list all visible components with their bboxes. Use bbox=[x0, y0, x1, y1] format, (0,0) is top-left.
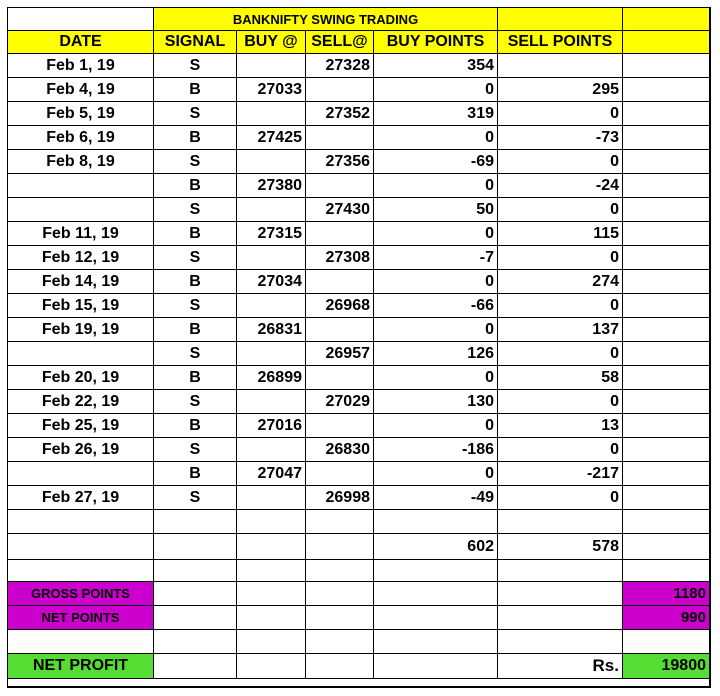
header-buy[interactable]: BUY @ bbox=[237, 31, 306, 54]
empty-cell[interactable] bbox=[306, 630, 374, 654]
signal-cell[interactable]: S bbox=[154, 390, 237, 414]
signal-cell[interactable]: B bbox=[154, 270, 237, 294]
sell-points-cell[interactable]: 0 bbox=[498, 246, 623, 270]
signal-cell[interactable]: B bbox=[154, 318, 237, 342]
empty-cell[interactable] bbox=[237, 560, 306, 582]
total-sell-points[interactable]: 578 bbox=[498, 534, 623, 560]
buy-price-cell[interactable] bbox=[237, 342, 306, 366]
sell-price-cell[interactable] bbox=[306, 366, 374, 390]
signal-cell[interactable]: B bbox=[154, 222, 237, 246]
net-points-value[interactable]: 990 bbox=[623, 606, 710, 630]
empty-cell[interactable] bbox=[154, 510, 237, 534]
empty-cell[interactable] bbox=[623, 462, 710, 486]
signal-cell[interactable]: B bbox=[154, 462, 237, 486]
sell-points-cell[interactable]: 0 bbox=[498, 390, 623, 414]
buy-price-cell[interactable]: 27034 bbox=[237, 270, 306, 294]
header-sell-points[interactable]: SELL POINTS bbox=[498, 31, 623, 54]
sell-points-cell[interactable]: 13 bbox=[498, 414, 623, 438]
sell-points-cell[interactable]: 58 bbox=[498, 366, 623, 390]
empty-cell[interactable] bbox=[623, 486, 710, 510]
buy-points-cell[interactable]: 0 bbox=[374, 222, 498, 246]
sell-price-cell[interactable] bbox=[306, 318, 374, 342]
buy-price-cell[interactable]: 27425 bbox=[237, 126, 306, 150]
currency-label[interactable]: Rs. bbox=[498, 654, 623, 679]
empty-cell[interactable] bbox=[306, 560, 374, 582]
sell-price-cell[interactable] bbox=[306, 78, 374, 102]
empty-cell[interactable] bbox=[498, 560, 623, 582]
date-cell[interactable]: Feb 14, 19 bbox=[8, 270, 154, 294]
buy-price-cell[interactable] bbox=[237, 102, 306, 126]
buy-price-cell[interactable] bbox=[237, 54, 306, 78]
sell-price-cell[interactable]: 27356 bbox=[306, 150, 374, 174]
empty-cell[interactable] bbox=[623, 342, 710, 366]
empty-cell[interactable] bbox=[623, 318, 710, 342]
date-cell[interactable]: Feb 22, 19 bbox=[8, 390, 154, 414]
sell-points-cell[interactable]: 295 bbox=[498, 78, 623, 102]
sell-points-cell[interactable]: 115 bbox=[498, 222, 623, 246]
spreadsheet-table bbox=[7, 7, 711, 688]
empty-cell[interactable] bbox=[237, 510, 306, 534]
empty-cell[interactable] bbox=[374, 654, 498, 679]
empty-cell[interactable] bbox=[154, 534, 237, 560]
date-cell[interactable]: Feb 27, 19 bbox=[8, 486, 154, 510]
date-cell[interactable]: Feb 20, 19 bbox=[8, 366, 154, 390]
date-cell[interactable] bbox=[8, 198, 154, 222]
empty-cell[interactable] bbox=[623, 222, 710, 246]
date-cell[interactable]: Feb 26, 19 bbox=[8, 438, 154, 462]
sell-price-cell[interactable]: 26968 bbox=[306, 294, 374, 318]
sell-price-cell[interactable] bbox=[306, 414, 374, 438]
empty-cell[interactable] bbox=[498, 582, 623, 606]
empty-cell[interactable] bbox=[237, 606, 306, 630]
buy-price-cell[interactable] bbox=[237, 294, 306, 318]
header-sell[interactable]: SELL@ bbox=[306, 31, 374, 54]
empty-cell[interactable] bbox=[8, 630, 154, 654]
empty-cell[interactable] bbox=[623, 126, 710, 150]
empty-cell[interactable] bbox=[623, 102, 710, 126]
date-cell[interactable]: Feb 19, 19 bbox=[8, 318, 154, 342]
date-cell[interactable]: Feb 5, 19 bbox=[8, 102, 154, 126]
empty-cell[interactable] bbox=[8, 560, 154, 582]
signal-cell[interactable]: S bbox=[154, 102, 237, 126]
buy-price-cell[interactable] bbox=[237, 246, 306, 270]
buy-price-cell[interactable]: 27047 bbox=[237, 462, 306, 486]
buy-points-cell[interactable]: 0 bbox=[374, 366, 498, 390]
date-cell[interactable]: Feb 12, 19 bbox=[8, 246, 154, 270]
empty-cell[interactable] bbox=[237, 654, 306, 679]
gross-points-value[interactable]: 1180 bbox=[623, 582, 710, 606]
buy-price-cell[interactable]: 26831 bbox=[237, 318, 306, 342]
header-date[interactable]: DATE bbox=[8, 31, 154, 54]
buy-points-cell[interactable]: 0 bbox=[374, 414, 498, 438]
signal-cell[interactable]: B bbox=[154, 174, 237, 198]
buy-price-cell[interactable] bbox=[237, 198, 306, 222]
empty-cell[interactable] bbox=[374, 560, 498, 582]
empty-cell[interactable] bbox=[154, 654, 237, 679]
empty-cell[interactable] bbox=[8, 534, 154, 560]
sell-price-cell[interactable]: 27430 bbox=[306, 198, 374, 222]
empty-cell[interactable] bbox=[623, 270, 710, 294]
buy-points-cell[interactable]: 354 bbox=[374, 54, 498, 78]
buy-points-cell[interactable]: -66 bbox=[374, 294, 498, 318]
buy-price-cell[interactable]: 27016 bbox=[237, 414, 306, 438]
sell-price-cell[interactable] bbox=[306, 270, 374, 294]
date-cell[interactable]: Feb 8, 19 bbox=[8, 150, 154, 174]
signal-cell[interactable]: S bbox=[154, 294, 237, 318]
empty-cell[interactable] bbox=[306, 534, 374, 560]
empty-cell[interactable] bbox=[154, 606, 237, 630]
date-cell[interactable]: Feb 6, 19 bbox=[8, 126, 154, 150]
sell-price-cell[interactable]: 26998 bbox=[306, 486, 374, 510]
sell-price-cell[interactable]: 27029 bbox=[306, 390, 374, 414]
buy-price-cell[interactable] bbox=[237, 150, 306, 174]
sell-points-cell[interactable]: 0 bbox=[498, 198, 623, 222]
empty-cell[interactable] bbox=[623, 414, 710, 438]
signal-cell[interactable]: S bbox=[154, 246, 237, 270]
sell-points-cell[interactable]: 0 bbox=[498, 486, 623, 510]
buy-points-cell[interactable]: 0 bbox=[374, 78, 498, 102]
empty-cell[interactable] bbox=[237, 582, 306, 606]
date-cell[interactable] bbox=[8, 174, 154, 198]
buy-price-cell[interactable]: 27033 bbox=[237, 78, 306, 102]
empty-cell[interactable] bbox=[623, 31, 710, 54]
signal-cell[interactable]: S bbox=[154, 486, 237, 510]
empty-cell[interactable] bbox=[154, 560, 237, 582]
empty-cell[interactable] bbox=[374, 510, 498, 534]
empty-cell[interactable] bbox=[623, 534, 710, 560]
empty-cell[interactable] bbox=[623, 630, 710, 654]
signal-cell[interactable]: S bbox=[154, 198, 237, 222]
date-cell[interactable]: Feb 11, 19 bbox=[8, 222, 154, 246]
empty-cell[interactable] bbox=[623, 510, 710, 534]
empty-cell[interactable] bbox=[623, 246, 710, 270]
sell-price-cell[interactable] bbox=[306, 462, 374, 486]
empty-cell[interactable] bbox=[623, 198, 710, 222]
sell-points-cell[interactable]: 0 bbox=[498, 150, 623, 174]
sell-points-cell[interactable]: 0 bbox=[498, 342, 623, 366]
buy-points-cell[interactable]: -49 bbox=[374, 486, 498, 510]
buy-points-cell[interactable]: 0 bbox=[374, 126, 498, 150]
empty-cell[interactable] bbox=[374, 630, 498, 654]
sell-points-cell[interactable]: 0 bbox=[498, 294, 623, 318]
empty-cell[interactable] bbox=[623, 78, 710, 102]
empty-cell[interactable] bbox=[623, 54, 710, 78]
signal-cell[interactable]: B bbox=[154, 414, 237, 438]
empty-cell[interactable] bbox=[374, 582, 498, 606]
signal-cell[interactable]: S bbox=[154, 54, 237, 78]
buy-points-cell[interactable]: -186 bbox=[374, 438, 498, 462]
buy-points-cell[interactable]: -69 bbox=[374, 150, 498, 174]
sell-price-cell[interactable]: 27308 bbox=[306, 246, 374, 270]
buy-price-cell[interactable]: 27380 bbox=[237, 174, 306, 198]
empty-cell[interactable] bbox=[154, 630, 237, 654]
buy-price-cell[interactable]: 27315 bbox=[237, 222, 306, 246]
sell-points-cell[interactable] bbox=[498, 54, 623, 78]
empty-cell[interactable] bbox=[623, 390, 710, 414]
buy-points-cell[interactable]: 130 bbox=[374, 390, 498, 414]
sell-price-cell[interactable] bbox=[306, 174, 374, 198]
buy-points-cell[interactable]: 0 bbox=[374, 270, 498, 294]
sell-points-cell[interactable]: 0 bbox=[498, 438, 623, 462]
buy-points-cell[interactable]: 0 bbox=[374, 462, 498, 486]
date-cell[interactable]: Feb 15, 19 bbox=[8, 294, 154, 318]
net-points-label[interactable]: NET POINTS bbox=[8, 606, 154, 630]
sell-price-cell[interactable] bbox=[306, 126, 374, 150]
buy-points-cell[interactable]: 50 bbox=[374, 198, 498, 222]
date-cell[interactable]: Feb 25, 19 bbox=[8, 414, 154, 438]
empty-cell[interactable] bbox=[498, 8, 623, 31]
sell-points-cell[interactable]: -24 bbox=[498, 174, 623, 198]
empty-cell[interactable] bbox=[498, 606, 623, 630]
buy-points-cell[interactable]: 126 bbox=[374, 342, 498, 366]
signal-cell[interactable]: B bbox=[154, 126, 237, 150]
empty-cell[interactable] bbox=[498, 510, 623, 534]
date-cell[interactable] bbox=[8, 462, 154, 486]
buy-price-cell[interactable] bbox=[237, 390, 306, 414]
empty-cell[interactable] bbox=[8, 510, 154, 534]
sell-price-cell[interactable]: 27352 bbox=[306, 102, 374, 126]
empty-cell[interactable] bbox=[498, 630, 623, 654]
buy-points-cell[interactable]: 0 bbox=[374, 318, 498, 342]
date-cell[interactable] bbox=[8, 342, 154, 366]
empty-cell[interactable] bbox=[623, 366, 710, 390]
empty-cell[interactable] bbox=[623, 8, 710, 31]
empty-cell[interactable] bbox=[306, 606, 374, 630]
sell-price-cell[interactable]: 26830 bbox=[306, 438, 374, 462]
empty-cell[interactable] bbox=[623, 150, 710, 174]
total-buy-points[interactable]: 602 bbox=[374, 534, 498, 560]
gross-points-label[interactable]: GROSS POINTS bbox=[8, 582, 154, 606]
empty-cell[interactable] bbox=[623, 174, 710, 198]
sell-points-cell[interactable]: -73 bbox=[498, 126, 623, 150]
buy-price-cell[interactable]: 26899 bbox=[237, 366, 306, 390]
empty-cell[interactable] bbox=[8, 8, 154, 31]
buy-points-cell[interactable]: 319 bbox=[374, 102, 498, 126]
signal-cell[interactable]: S bbox=[154, 438, 237, 462]
empty-cell[interactable] bbox=[154, 582, 237, 606]
empty-cell[interactable] bbox=[237, 534, 306, 560]
buy-price-cell[interactable] bbox=[237, 438, 306, 462]
date-cell[interactable]: Feb 4, 19 bbox=[8, 78, 154, 102]
empty-cell[interactable] bbox=[623, 560, 710, 582]
empty-cell[interactable] bbox=[306, 582, 374, 606]
date-cell[interactable]: Feb 1, 19 bbox=[8, 54, 154, 78]
buy-points-cell[interactable]: -7 bbox=[374, 246, 498, 270]
sell-points-cell[interactable]: -217 bbox=[498, 462, 623, 486]
sell-points-cell[interactable]: 274 bbox=[498, 270, 623, 294]
buy-points-cell[interactable]: 0 bbox=[374, 174, 498, 198]
sell-price-cell[interactable] bbox=[306, 222, 374, 246]
signal-cell[interactable]: S bbox=[154, 342, 237, 366]
sell-price-cell[interactable]: 27328 bbox=[306, 54, 374, 78]
buy-price-cell[interactable] bbox=[237, 486, 306, 510]
header-signal[interactable]: SIGNAL bbox=[154, 31, 237, 54]
empty-cell[interactable] bbox=[306, 654, 374, 679]
header-buy-points[interactable]: BUY POINTS bbox=[374, 31, 498, 54]
sheet-title[interactable]: BANKNIFTY SWING TRADING bbox=[154, 8, 498, 31]
empty-cell[interactable] bbox=[374, 606, 498, 630]
signal-cell[interactable]: B bbox=[154, 366, 237, 390]
sell-points-cell[interactable]: 137 bbox=[498, 318, 623, 342]
signal-cell[interactable]: S bbox=[154, 150, 237, 174]
sell-price-cell[interactable]: 26957 bbox=[306, 342, 374, 366]
empty-cell[interactable] bbox=[623, 294, 710, 318]
net-profit-label[interactable]: NET PROFIT bbox=[8, 654, 154, 679]
net-profit-value[interactable]: 19800 bbox=[623, 654, 710, 679]
signal-cell[interactable]: B bbox=[154, 78, 237, 102]
empty-cell[interactable] bbox=[237, 630, 306, 654]
empty-cell[interactable] bbox=[623, 438, 710, 462]
sell-points-cell[interactable]: 0 bbox=[498, 102, 623, 126]
empty-cell[interactable] bbox=[306, 510, 374, 534]
